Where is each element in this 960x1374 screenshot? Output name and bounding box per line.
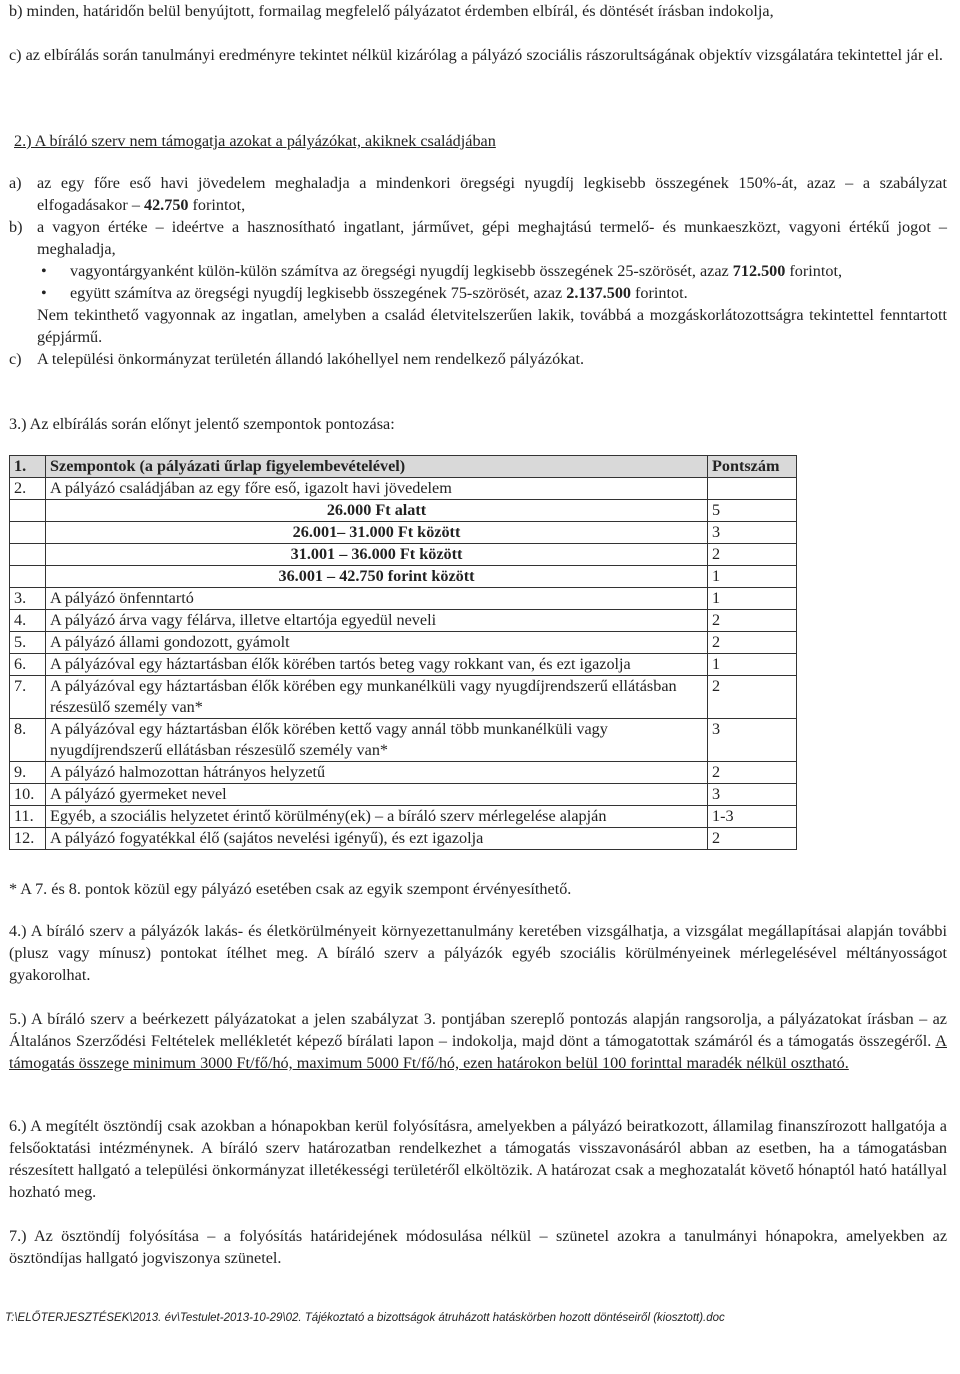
item-2c-label: c) — [9, 350, 22, 368]
section-5-text: 5.) A bíráló szerv a beérkezett pályázatokat a jelen szabályzat 3. pontjában szereplő pontozás alapján rangsorolja, a pályázatokat írásban – az Általános Szerződési Feltételek mellékletét képező bírálati lapon – indokolja, majd dönt a támogatottak számáról és a támogatás összegéről. — [9, 1010, 947, 1050]
table-row: 7. A pályázóval egy háztartásban élők körében egy munkanélküli vagy nyugdíjrendszerű ellátásban részesülő személy van* 2 — [10, 676, 797, 719]
header-num: 1. — [10, 456, 46, 478]
item-2a-text: az egy főre eső havi jövedelem meghaladja a mindenkori öregségi nyugdíj legkisebb összegének 150%-át, azaz – a szabályzat elfogadásakor – — [37, 174, 947, 214]
band-label: 26.000 Ft alatt — [46, 500, 708, 522]
item-2c-text: A települési önkormányzat területén állandó lakóhellyel nem rendelkező pályázókat. — [37, 350, 585, 368]
band-points: 2 — [708, 544, 797, 566]
table-row: 10. A pályázó gyermeket nevel 3 — [10, 784, 797, 806]
table-row: 9. A pályázó halmozottan hátrányos helyzetű 2 — [10, 762, 797, 784]
bullet-2 — [9, 282, 947, 304]
row-points — [708, 478, 797, 500]
bullet-1-amount: 712.500 — [732, 262, 786, 280]
section-3-heading: 3.) Az elbírálás során előnyt jelentő szempontok pontozása: — [9, 415, 395, 433]
section-2-heading: 2.) A bíráló szerv nem támogatja azokat a pályázókat, akiknek családjában — [14, 132, 496, 150]
table-header-row — [10, 456, 797, 478]
table-footnote: * A 7. és 8. pontok közül egy pályázó esetében csak az egyik szempont érvényesíthető. — [9, 880, 572, 898]
bullet-2-text: együtt számítva az öregségi nyugdíj legkisebb összegének 75-szörösét, azaz — [70, 284, 563, 302]
row-text: A pályázó családjában az egy főre eső, igazolt havi jövedelem — [46, 478, 708, 500]
band-label: 31.001 – 36.000 Ft között — [46, 544, 708, 566]
table-row: 12. A pályázó fogyatékkal élő (sajátos nevelési igényű), és ezt igazolja 2 — [10, 828, 797, 850]
table-row: 5. A pályázó állami gondozott, gyámolt 2 — [10, 632, 797, 654]
item-2c — [9, 348, 947, 370]
band-points: 3 — [708, 522, 797, 544]
section-2-items — [9, 172, 947, 370]
item-2a-amount: 42.750 — [143, 196, 189, 214]
row-num: 2. — [10, 478, 46, 500]
file-path-footer: T:\ELŐTERJESZTÉSEK\2013. év\Testulet-2013-10-29\02. Tájékoztató a bizottságok átruházott hatáskörben hozott döntéseiről (kiosztott).doc — [5, 1312, 725, 1324]
band-label: 26.001– 31.000 Ft között — [46, 522, 708, 544]
table-row: 3. A pályázó önfenntartó 1 — [10, 588, 797, 610]
table-row: 11. Egyéb, a szociális helyzetet érintő körülmény(ek) – a bíráló szerv mérlegelése alapján 1-3 — [10, 806, 797, 828]
section-7: 7.) Az ösztöndíj folyósítása – a folyósítás határidejének módosulása nélkül – szünetel azokra a tanulmányi hónapokra, amelyekben az ösztöndíjas hallgató jogviszonya szünetel. — [9, 1227, 947, 1267]
item-2a — [9, 172, 947, 216]
bullet-dot-icon: • — [41, 284, 47, 302]
income-band-row — [10, 544, 797, 566]
intro-c: c) az elbírálás során tanulmányi eredményre tekintet nélkül kizárólag a pályázó szociális rászorultságának objektív vizsgálatára tekintettel jár el. — [9, 46, 943, 64]
bullet-dot-icon: • — [41, 262, 47, 280]
table-row: 4. A pályázó árva vagy félárva, illetve eltartója egyedül neveli 2 — [10, 610, 797, 632]
table-row — [10, 478, 797, 500]
section-6: 6.) A megítélt ösztöndíj csak azokban a hónapokban kerül folyósításra, amelyekben a pályázó beiratkozott, államilag finanszírozott hallgatója a felsőoktatási intézménynek. A bíráló szerv határozatban rendelkezhet a támogatás visszavonásáról abban az esetben, ha a támogatásban részesített hallgató a települési önkormányzat illetékességi területéről elköltözik. A határozat csak a meghozatalát követő hónaptól ható hatállyal hozható meg. — [9, 1117, 947, 1201]
income-band-row — [10, 566, 797, 588]
item-2b — [9, 216, 947, 260]
intro-b: b) minden, határidőn belül benyújtott, formailag megfelelő pályázatot érdemben elbírál, és döntését írásban indokolja, — [9, 2, 774, 20]
band-label: 36.001 – 42.750 forint között — [46, 566, 708, 588]
bullet-1 — [9, 260, 947, 282]
bullet-2-amount: 2.137.500 — [566, 284, 631, 302]
band-points: 1 — [708, 566, 797, 588]
scoring-table — [9, 455, 797, 850]
table-row: 6. A pályázóval egy háztartásban élők körében tartós beteg vagy rokkant van, és ezt igazolja 1 — [10, 654, 797, 676]
item-2b-label: b) — [9, 218, 23, 236]
income-band-row — [10, 500, 797, 522]
band-points: 5 — [708, 500, 797, 522]
header-points: Pontszám — [708, 456, 797, 478]
bullet-2-tail: forintot. — [635, 284, 688, 302]
section-5 — [9, 1008, 947, 1074]
income-band-row — [10, 522, 797, 544]
item-2a-tail: forintot, — [192, 196, 246, 214]
item-2b-note: Nem tekinthető vagyonnak az ingatlan, amelyben a család életvitelszerűen lakik, továbbá a mozgáskorlátozottságra tekintettel fenntartott gépjármű. — [37, 306, 947, 346]
header-criteria: Szempontok (a pályázati űrlap figyelembevételével) — [46, 456, 708, 478]
table-row: 8. A pályázóval egy háztartásban élők körében kettő vagy annál több munkanélküli vagy nyugdíjrendszerű ellátásban részesülő személy van* 3 — [10, 719, 797, 762]
bullet-1-tail: forintot, — [789, 262, 843, 280]
item-2a-label: a) — [9, 174, 22, 192]
item-2b-text: a vagyon értéke – ideértve a hasznosítható ingatlant, járművet, gépi meghajtású termelő- és munkaeszközt, vagyoni értékű jogot – meghaladja, — [37, 218, 947, 258]
bullet-1-text: vagyontárgyanként külön-külön számítva az öregségi nyugdíj legkisebb összegének 25-szörösét, azaz — [70, 262, 729, 280]
section-4: 4.) A bíráló szerv a pályázók lakás- és életkörülményeit környezettanulmány keretében vizsgálhatja, a vizsgálat megállapításai alapján további (plusz vagy mínusz) pontokat ítélhet meg. A bíráló szerv a pályázók egyéb szociális körülményeinek mérlegelésével méltányosságot gyakorolhat. — [9, 922, 947, 984]
section-5-underlined: A támogatás összege minimum 3000 Ft/fő/hó, maximum 5000 Ft/fő/hó, ezen határokon belül 100 forinttal maradék nélkül osztható. — [9, 1032, 947, 1072]
